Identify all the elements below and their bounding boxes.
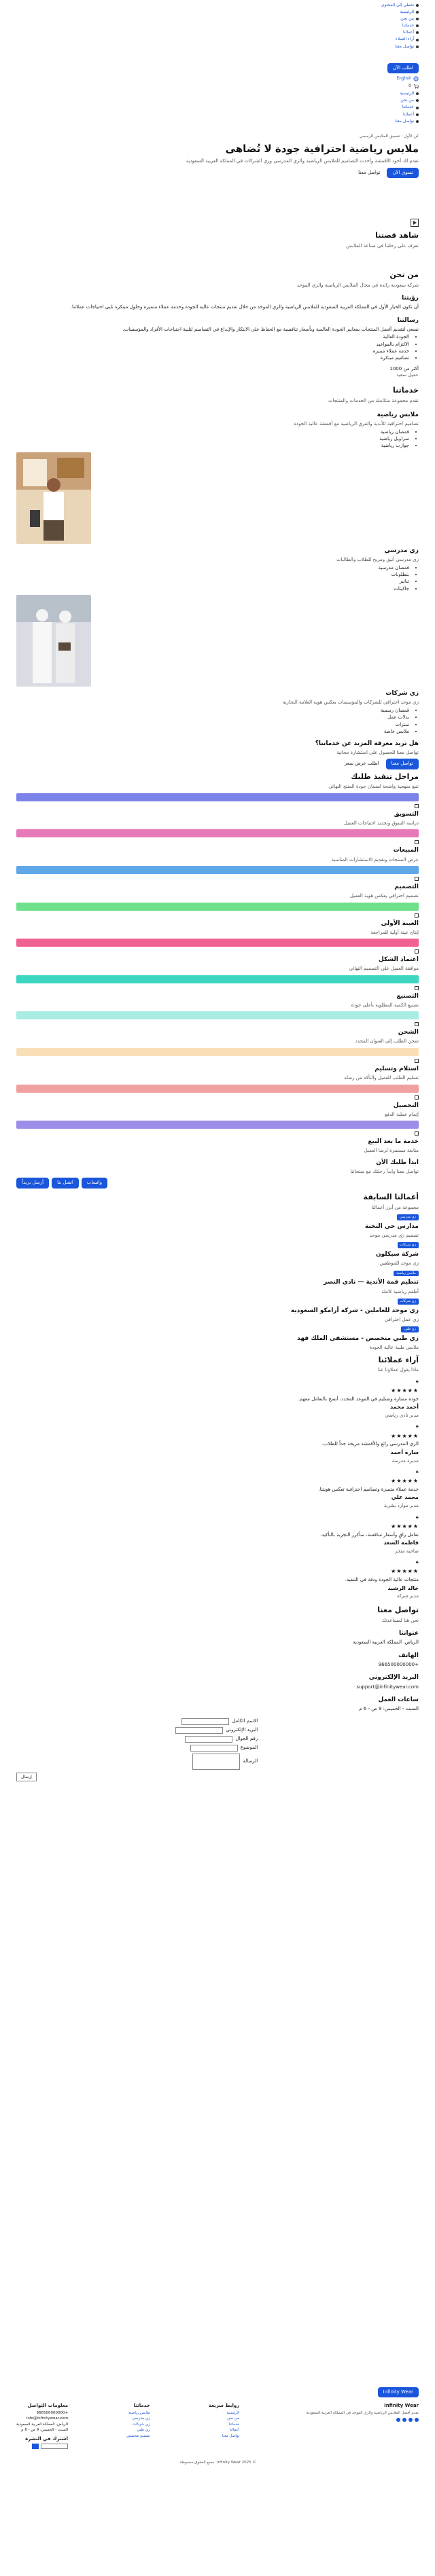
step-color-bar [16, 939, 419, 947]
contact-desc: نحن هنا لمساعدتك [381, 1617, 419, 1623]
contact-form [16, 1718, 258, 1770]
service-card-corporate [16, 689, 419, 735]
testimonial-name: خالد الرشيد [387, 1584, 419, 1591]
skip-link-text[interactable]: تخطي إلى المحتوى [381, 3, 414, 7]
services-section [0, 386, 435, 769]
start-title: ابدأ طلبك الآن [376, 1159, 419, 1166]
list-item: • الالتزام بالمواعيد [16, 342, 409, 348]
bullet-icon [416, 99, 419, 102]
footer-brand-badge: Infinity Wear [378, 2387, 419, 2397]
cart-icon [413, 84, 419, 89]
footer-hours: السبت - الخميس: 9 ص - 6 م [21, 2428, 69, 2433]
rating-stars: ★★★★★ [391, 1523, 419, 1529]
name-field[interactable] [181, 1718, 229, 1725]
work-card[interactable] [16, 1214, 419, 1239]
work-card[interactable] [16, 1326, 419, 1351]
bullet-icon [416, 18, 419, 20]
testimonial-text: تعامل راقٍ وأسعار منافسة، سأكرر التجربة بالتأكيد. [320, 1531, 419, 1538]
breadcrumb: كن الأول · تنسيق الملابس الرسمي [359, 133, 419, 139]
vision-title: رؤيتنا [402, 294, 419, 302]
testimonials-section [0, 1356, 435, 1600]
shop-now-button[interactable]: تسوق الآن [387, 168, 419, 178]
stat-block [16, 366, 419, 379]
submit-button[interactable]: إرسال [16, 1773, 37, 1781]
step-title: استلام وتسليم [375, 1065, 419, 1072]
bullet-icon [416, 31, 419, 34]
step-color-bar [16, 903, 419, 911]
list-item: • قمصان مدرسية [16, 565, 409, 571]
mission-title: رسالتنا [397, 316, 419, 324]
email-label: البريد الإلكتروني [226, 1726, 258, 1733]
about-desc: شركة سعودية رائدة في مجال الملابس الرياضية والزي الموحد [296, 282, 419, 288]
newsletter-input[interactable] [41, 2444, 68, 2449]
process-step [16, 1121, 419, 1155]
newsletter-button[interactable] [32, 2444, 39, 2449]
step-desc: موافقة العميل على التصميم النهائي [349, 966, 419, 972]
service-title: زي شركات [385, 690, 419, 697]
globe-icon [413, 76, 419, 81]
process-step [16, 866, 419, 900]
work-title: مدارس حي النخبة [364, 1222, 419, 1230]
footer-col-title: خدماتنا [133, 2403, 150, 2409]
corporate-uniform-image [16, 595, 91, 687]
menu-item-about[interactable]: من نحن [0, 16, 419, 22]
step-icon [415, 804, 419, 808]
menu-item-works[interactable]: أعمالنا [0, 30, 419, 35]
work-card[interactable] [16, 1241, 419, 1267]
start-desc: تواصل معنا وابدأ رحلتك مع منتجاتنا [350, 1168, 419, 1174]
process-steps [16, 793, 419, 1155]
quote-icon: ❝ [415, 1425, 419, 1432]
list-item: • بدلات عمل [16, 714, 409, 721]
more-services-desc: تواصل معنا للحصول على استشارة مجانية [336, 749, 419, 755]
testimonial-text: الزي المدرسي رائع والأقمشة مريحة جداً للطلاب. [321, 1441, 419, 1447]
vision-text: أن نكون الخيار الأول في المملكة العربية السعودية للملابس الرياضية والزي الموحد من خلال تقديم منتجات عالية الجودة وخدمة عملاء متميزة وحلول مبتكرة تلبي احتياجات عملائنا. [70, 304, 419, 310]
school-uniform-image [16, 452, 91, 544]
whatsapp-button[interactable]: واتساب [82, 1178, 107, 1188]
step-icon [415, 1022, 419, 1026]
order-now-button[interactable]: اطلب الآن [387, 63, 419, 73]
work-title: زي موحد للعاملين - شركة أرامكو السعودية [290, 1307, 419, 1314]
footer-brand-col [298, 2401, 419, 2450]
list-item: • جاكيتات [16, 586, 409, 592]
menu-item-testimonials[interactable]: آراء العملاء [0, 37, 419, 42]
work-tag: ملابس رياضية [394, 1271, 419, 1277]
work-title: شركة سيكلون [375, 1251, 419, 1258]
footer-link[interactable]: تصميم مخصص [126, 2433, 150, 2438]
works-desc: مجموعة من أبرز أعمالنا [371, 1204, 419, 1210]
step-title: التسويق [394, 810, 419, 818]
twitter-icon[interactable] [408, 2418, 413, 2422]
process-step [16, 1011, 419, 1045]
step-title: اعتماد الشكل [379, 956, 419, 964]
footer-col-title: روابط سريعة [208, 2403, 240, 2409]
step-title: التحصيل [393, 1102, 419, 1109]
bullet-icon [416, 11, 419, 14]
hours-title: ساعات العمل [378, 1696, 419, 1703]
process-step [16, 1048, 419, 1082]
top-nav [0, 0, 435, 50]
process-step [16, 1085, 419, 1119]
instagram-icon[interactable] [402, 2418, 406, 2422]
testimonial-text: خدمة عملاء متميزة وتصاميم احترافية تعكس هويتنا. [318, 1487, 419, 1493]
step-color-bar [16, 1011, 419, 1019]
work-tag: زي شركات [398, 1299, 419, 1305]
bullet-icon [416, 107, 419, 109]
contact-title: تواصل معنا [377, 1605, 419, 1614]
message-label: الرسالة [243, 1758, 258, 1764]
email-text: support@infinitywear.com [356, 1684, 419, 1690]
start-section [0, 1159, 435, 1189]
work-title: زي طبي متخصص - مستشفى الملك فهد [297, 1335, 419, 1343]
process-desc: نتبع منهجية واضحة لضمان جودة المنتج النهائي [328, 784, 419, 790]
work-tag: زي طبي [401, 1326, 419, 1332]
work-desc: تصميم زي مدرسي موحد [369, 1232, 419, 1238]
more-services-title: هل تريد معرفة المزيد عن خدماتنا؟ [315, 740, 419, 747]
about-section [0, 270, 435, 379]
testimonial-name: محمد علي [391, 1494, 419, 1501]
secondary-item-home[interactable]: الرئيسية [16, 91, 419, 96]
secondary-item-works[interactable]: أعمالنا [16, 112, 419, 117]
testimonial-card [16, 1470, 419, 1510]
testimonials-desc: ماذا يقول عملاؤنا عنا [377, 1367, 419, 1373]
footer-services-col [126, 2401, 150, 2450]
footer-link[interactable]: تواصل معنا [222, 2433, 240, 2438]
copyright: © 2025 Infinity Wear. جميع الحقوق محفوظة. [179, 2461, 256, 2465]
list-item: • بنطلونات [16, 572, 409, 578]
cart-link[interactable] [16, 84, 419, 89]
video-title: شاهد قصتنا [375, 231, 419, 240]
footer [0, 2387, 435, 2465]
footer-link[interactable]: خدماتنا [228, 2422, 240, 2427]
services-title: خدماتنا [393, 385, 419, 395]
step-color-bar [16, 1085, 419, 1093]
email-field[interactable] [175, 1727, 223, 1734]
testimonial-text: جودة ممتازة وتسليم في الموعد المحدد، أنصح بالتعامل معهم. [298, 1396, 419, 1402]
quote-icon: ❝ [415, 1561, 419, 1568]
work-title: تنظيم قمة الأندية — نادي النصر [323, 1279, 419, 1286]
step-desc: تصنيع الكمية المطلوبة بأعلى جودة [351, 1002, 419, 1008]
menu-item-home[interactable]: الرئيسية [0, 10, 419, 15]
step-icon [415, 1131, 419, 1136]
main-menu [0, 10, 419, 50]
footer-link[interactable]: ملابس رياضية [128, 2410, 150, 2415]
footer-link[interactable]: زي مدرسي [132, 2416, 150, 2421]
testimonial-card [16, 1515, 419, 1555]
name-label: الاسم الكامل [232, 1718, 258, 1724]
subject-field[interactable] [190, 1745, 238, 1752]
hero-subtitle: نقدم لك أجود الأقمشة وأحدث التصاميم للملابس الرياضية والزي المدرسي وزي الشركات في المملكة العربية السعودية [186, 158, 419, 164]
testimonial-card [16, 1424, 419, 1464]
work-tag: زي مدرسي [397, 1214, 419, 1220]
step-color-bar [16, 1048, 419, 1056]
secondary-menu [16, 91, 419, 124]
service-title: ملابس رياضية [377, 412, 419, 419]
secondary-item-contact[interactable]: تواصل معنا [16, 119, 419, 124]
process-step [16, 903, 419, 937]
testimonial-text: منتجات عالية الجودة ودقة في التنفيذ. [345, 1577, 419, 1583]
quote-button[interactable]: اطلب عرض سعر [344, 761, 379, 767]
cart-count: 0 [408, 84, 411, 89]
step-icon [415, 986, 419, 990]
values-list [16, 334, 419, 362]
list-item: • قمصان رسمية [16, 708, 409, 714]
testimonials-title: آراء عملائنا [378, 1355, 419, 1364]
skip-link[interactable] [0, 3, 419, 8]
testimonial-card [16, 1560, 419, 1600]
step-desc: إتمام عملية الدفع [384, 1111, 419, 1117]
step-color-bar [16, 975, 419, 983]
bullet-icon [416, 113, 419, 116]
testimonial-role: مدير نادي رياضي [385, 1413, 419, 1419]
secondary-item-about[interactable]: من نحن [16, 98, 419, 103]
step-desc: تسليم الطلب للعميل والتأكد من رضاه [344, 1075, 419, 1081]
quote-icon: ❝ [415, 1470, 419, 1478]
social-links [298, 2418, 419, 2422]
process-step [16, 793, 419, 827]
step-desc: عرض المنتجات وتقديم الاستشارات المناسبة [331, 856, 419, 863]
work-tag: زي شركات [398, 1242, 419, 1248]
hero-title: ملابس رياضية احترافية جودة لا تُضاهى [225, 142, 419, 155]
step-color-bar [16, 866, 419, 874]
bullet-icon [416, 46, 419, 48]
works-section [0, 1193, 435, 1352]
phone-label: رقم الجوال [235, 1735, 258, 1741]
menu-item-contact[interactable]: تواصل معنا [0, 44, 419, 50]
services-contact-button[interactable]: تواصل معنا [386, 759, 419, 769]
footer-contact-col [16, 2401, 68, 2450]
bullet-icon [416, 92, 419, 95]
list-item: • سراويل رياضية [16, 436, 409, 442]
step-icon [415, 913, 419, 918]
email-title: البريد الإلكتروني [368, 1674, 419, 1682]
work-desc: زي موحد للموظفين [379, 1260, 419, 1267]
step-desc: إنتاج عينة أولية للمراجعة [370, 929, 419, 935]
testimonial-role: مدير شركة [396, 1593, 419, 1599]
list-item: • تصاميم مبتكرة [16, 355, 409, 361]
footer-link[interactable]: الرئيسية [226, 2410, 240, 2415]
step-color-bar [16, 829, 419, 837]
testimonial-card [16, 1379, 419, 1419]
newsletter-title: اشترك في النشرة [25, 2435, 69, 2442]
hero-section [0, 134, 435, 178]
step-icon [415, 1095, 419, 1100]
bullet-icon [416, 39, 419, 41]
phone-field[interactable] [185, 1736, 232, 1743]
step-icon [415, 877, 419, 881]
mission-text: نسعى لتقديم أفضل المنتجات بمعايير الجودة العالمية وبأسعار تنافسية مع الحفاظ على الابتكار والإبداع في التصاميم لتلبية احتياجات الأفراد والمؤسسات. [122, 326, 419, 332]
video-section [0, 219, 435, 250]
footer-brand: Infinity Wear [384, 2403, 419, 2409]
process-step [16, 975, 419, 1009]
step-desc: دراسة السوق وتحديد احتياجات العميل [343, 820, 419, 827]
service-card-school [16, 547, 419, 592]
footer-brand-desc: نقدم أفضل الملابس الرياضية والزي الموحد في المملكة العربية السعودية [306, 2410, 419, 2415]
footer-link[interactable]: زي شركات [132, 2422, 150, 2427]
rating-stars: ★★★★★ [391, 1387, 419, 1394]
linkedin-icon[interactable] [396, 2418, 400, 2422]
contact-section [0, 1606, 435, 1780]
contact-us-button[interactable]: تواصل معنا [358, 169, 381, 175]
footer-link[interactable]: من نحن [227, 2416, 240, 2421]
services-desc: نقدم مجموعة متكاملة من الخدمات والمنتجات [328, 397, 419, 403]
work-desc: أطقم رياضية كاملة [381, 1288, 419, 1294]
step-title: خدمة ما بعد البيع [368, 1138, 419, 1146]
list-item: • تنانير [16, 579, 409, 585]
language-switch[interactable]: English [16, 76, 419, 81]
list-item: • قمصان رياضية [16, 429, 409, 435]
step-icon [415, 949, 419, 954]
footer-links-col [209, 2401, 239, 2450]
service-desc: زي موحد احترافي للشركات والمؤسسات يعكس هوية العلامة التجارية [282, 700, 419, 706]
footer-phone: +966500000000 [36, 2410, 69, 2415]
work-card[interactable] [16, 1298, 419, 1323]
step-color-bar [16, 1121, 419, 1129]
testimonial-list [16, 1379, 419, 1600]
step-icon [415, 1059, 419, 1063]
call-button[interactable]: اتصل بنا [52, 1178, 79, 1188]
list-item: • جوارب رياضية [16, 443, 409, 449]
phone-title: الهاتف [398, 1652, 419, 1659]
step-title: العينة الأولى [381, 920, 419, 927]
subject-label: الموضوع [240, 1744, 258, 1750]
work-desc: ملابس طبية عالية الجودة [369, 1345, 419, 1351]
rating-stars: ★★★★★ [391, 1568, 419, 1575]
step-title: المبيعات [393, 847, 419, 854]
step-desc: تصميم احترافي يعكس هوية العميل [349, 893, 419, 899]
works-title: أعمالنا السابقة [363, 1192, 419, 1201]
process-step [16, 829, 419, 863]
footer-link[interactable]: زي طبي [137, 2428, 150, 2433]
process-step [16, 939, 419, 973]
secondary-item-services[interactable]: خدماتنا [16, 105, 419, 110]
step-title: الشحن [398, 1029, 419, 1036]
bullet-icon [416, 120, 419, 123]
list-item: • ملابس خاصة [16, 729, 409, 735]
service-card-sports [16, 411, 419, 450]
process-title: مراحل تنفيذ طلبك [351, 772, 419, 781]
step-desc: شحن الطلب إلى العنوان المحدد [355, 1038, 419, 1045]
list-item: • الجودة العالية [16, 334, 409, 340]
testimonial-name: سارة أحمد [390, 1449, 419, 1455]
step-icon [415, 840, 419, 844]
testimonial-role: مدير موارد بشرية [383, 1503, 419, 1509]
step-color-bar [16, 793, 419, 801]
step-title: التصنيع [396, 992, 419, 1000]
quote-icon: ❝ [415, 1515, 419, 1523]
bullet-icon [416, 4, 419, 7]
step-desc: متابعة مستمرة لرضا العميل [364, 1148, 419, 1154]
menu-item-services[interactable]: خدماتنا [0, 23, 419, 29]
process-section [0, 772, 435, 1155]
list-item: • خدمة عملاء مميزة [16, 348, 409, 355]
service-desc: زي مدرسي أنيق ومريح للطلاب والطالبات [336, 557, 419, 563]
step-title: التصميم [394, 884, 419, 891]
testimonial-role: صاحبة متجر [395, 1548, 419, 1554]
quote-icon: ❝ [415, 1379, 419, 1387]
email-button[interactable]: أرسل بريداً [16, 1178, 49, 1188]
video-desc: تعرف على رحلتنا في صناعة الملابس [346, 243, 419, 249]
testimonial-role: مديرة مدرسة [392, 1457, 419, 1464]
about-title: من نحن [389, 270, 419, 279]
footer-col-title: معلومات التواصل [27, 2403, 69, 2409]
work-desc: زي عمل احترافي [384, 1316, 419, 1322]
address-title: عنواننا [399, 1630, 419, 1637]
list-item: • سترات [16, 722, 409, 728]
message-field[interactable] [192, 1754, 240, 1770]
work-card[interactable] [16, 1270, 419, 1295]
footer-link[interactable]: أعمالنا [229, 2428, 240, 2433]
hours-text: السبت - الخميس: 9 ص - 6 م [359, 1706, 419, 1712]
service-title: زي مدرسي [384, 547, 419, 554]
stat-number: أكثر من 1000 [389, 365, 419, 371]
rating-stars: ★★★★★ [391, 1432, 419, 1439]
phone-text: +966500000000 [378, 1661, 419, 1667]
nav-utilities [0, 76, 435, 124]
bullet-icon [416, 24, 419, 27]
play-icon[interactable] [411, 219, 419, 227]
facebook-icon[interactable] [415, 2418, 419, 2422]
testimonial-name: فاطمة السعد [383, 1540, 419, 1546]
footer-email: info@infinitywear.com [26, 2416, 69, 2421]
works-list [16, 1214, 419, 1352]
rating-stars: ★★★★★ [391, 1478, 419, 1485]
footer-address: الرياض، المملكة العربية السعودية [16, 2422, 69, 2427]
service-desc: تصاميم احترافية للأندية والفرق الرياضية مع أقمشة عالية الجودة [294, 421, 419, 427]
stat-label: عميل سعيد [396, 372, 419, 378]
address-text: الرياض، المملكة العربية السعودية [353, 1639, 419, 1646]
testimonial-name: أحمد محمد [390, 1404, 419, 1411]
